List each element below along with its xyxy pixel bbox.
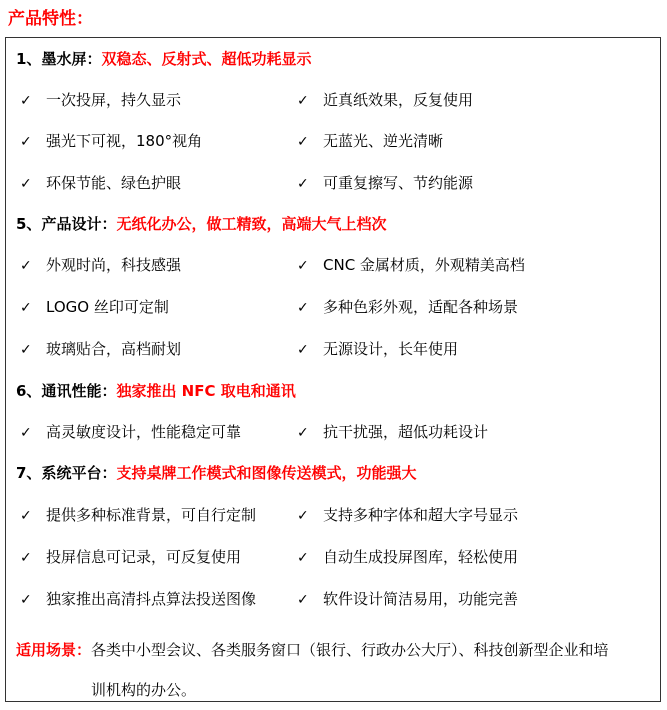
- feature-box: [5, 37, 661, 702]
- check-icon: ✓: [297, 93, 309, 109]
- section-name: 产品设计：: [41, 215, 117, 233]
- section-name: 系统平台：: [41, 464, 117, 482]
- list-item: ✓ 外观时尚，科技感强: [20, 256, 182, 274]
- list-item: ✓ 独家推出高清抖点算法投送图像: [20, 590, 257, 608]
- list-item: ✓ 近真纸效果，反复使用: [297, 91, 474, 109]
- list-item: ✓ 一次投屏，持久显示: [20, 91, 182, 109]
- list-item: ✓ 无蓝光、逆光清晰: [297, 132, 444, 150]
- section-name: 通讯性能：: [41, 382, 117, 400]
- check-icon: ✓: [20, 300, 32, 316]
- list-item: ✓ 强光下可视，180°视角: [20, 132, 203, 150]
- list-item: ✓ 环保节能、绿色护眼: [20, 174, 182, 192]
- section-number: 7、: [16, 464, 42, 482]
- section-highlight: 独家推出 NFC 取电和通讯: [116, 382, 296, 400]
- check-icon: ✓: [20, 176, 32, 192]
- check-icon: ✓: [20, 258, 32, 274]
- check-icon: ✓: [297, 342, 309, 358]
- check-icon: ✓: [297, 508, 309, 524]
- check-icon: ✓: [20, 425, 32, 441]
- usage-line-1: [16, 630, 609, 670]
- check-icon: ✓: [297, 258, 309, 274]
- section-highlight: 无纸化办公，做工精致，高端大气上档次: [116, 215, 387, 233]
- section-number: 6、: [16, 382, 42, 400]
- list-item: ✓ 无源设计，长年使用: [297, 340, 459, 358]
- check-icon: ✓: [297, 550, 309, 566]
- check-icon: ✓: [20, 592, 32, 608]
- list-item: ✓ CNC 金属材质，外观精美高档: [297, 256, 525, 274]
- section-number: 5、: [16, 215, 42, 233]
- usage-scenario: [16, 630, 609, 710]
- section-head-6: [16, 380, 296, 401]
- check-icon: ✓: [20, 508, 32, 524]
- list-item: ✓ 软件设计简洁易用，功能完善: [297, 590, 519, 608]
- list-item: ✓ 可重复擦写、节约能源: [297, 174, 474, 192]
- section-head-5: [16, 213, 386, 234]
- check-icon: ✓: [20, 342, 32, 358]
- list-item: ✓ 抗干扰强，超低功耗设计: [297, 423, 489, 441]
- usage-text: 各类中小型会议、各类服务窗口（银行、行政办公大厅）、科技创新型企业和培: [91, 641, 609, 659]
- section-name: 墨水屏：: [41, 50, 102, 68]
- list-item: ✓ 自动生成投屏图库，轻松使用: [297, 548, 519, 566]
- usage-label: 适用场景：: [16, 641, 92, 659]
- list-item: ✓ 支持多种字体和超大字号显示: [297, 506, 519, 524]
- check-icon: ✓: [297, 425, 309, 441]
- check-icon: ✓: [297, 134, 309, 150]
- usage-line-2: 训机构的办公。: [91, 681, 197, 699]
- list-item: ✓ 投屏信息可记录，可反复使用: [20, 548, 242, 566]
- page-title: 产品特性：: [8, 9, 93, 29]
- list-item: ✓ 多种色彩外观，适配各种场景: [297, 298, 519, 316]
- section-highlight: 双稳态、反射式、超低功耗显示: [101, 50, 312, 68]
- list-item: ✓ 高灵敏度设计，性能稳定可靠: [20, 423, 242, 441]
- check-icon: ✓: [297, 592, 309, 608]
- list-item: ✓ LOGO 丝印可定制: [20, 298, 169, 316]
- section-number: 1、: [16, 50, 42, 68]
- check-icon: ✓: [20, 550, 32, 566]
- check-icon: ✓: [20, 93, 32, 109]
- section-head-7: [16, 462, 416, 483]
- list-item: ✓ 玻璃贴合，高档耐划: [20, 340, 182, 358]
- list-item: ✓ 提供多种标准背景，可自行定制: [20, 506, 257, 524]
- section-highlight: 支持桌牌工作模式和图像传送模式，功能强大: [116, 464, 417, 482]
- section-head-1: [16, 48, 311, 69]
- check-icon: ✓: [297, 176, 309, 192]
- check-icon: ✓: [20, 134, 32, 150]
- check-icon: ✓: [297, 300, 309, 316]
